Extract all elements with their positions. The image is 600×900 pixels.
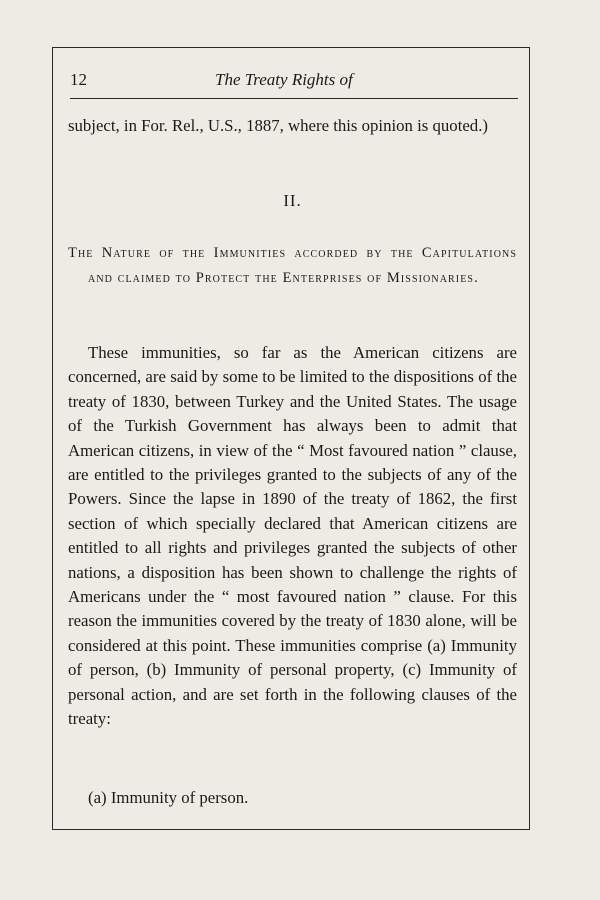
running-head: [70, 70, 518, 94]
continuation-paragraph: subject, in For. Rel., U.S., 1887, where this opinion is quoted.): [68, 116, 488, 135]
running-title: The Treaty Rights of: [215, 70, 353, 89]
section-heading: The Nature of the Immunities accorded by the Capitulations and claimed to Protect the Enterprises of Missionaries.: [68, 245, 517, 286]
header-rule: [70, 98, 518, 99]
page-number: 12: [70, 70, 87, 89]
subsection-line: (a) Immunity of person.: [88, 788, 249, 807]
body-paragraph: These immunities, so far as the American citizens are concerned, are said by some to be limited to the dispositions of the treaty of 1830, between Turkey and the United States. The usage of the Turkish Government has always been to admit that American citizens, in view of the “ Most favoured nation ” clause, are entitled to the privileges granted to the subjects of any of the Powers. Since the lapse in 1890 of the treaty of 1862, the first section of which specially declared that American citizens are entitled to all rights and privileges granted the subjects of other nations, a disposition has been shown to challenge the rights of Americans under the “ most favoured nation ” clause. For this reason the immunities covered by the treaty of 1830 alone, will be considered at this point. These immunities comprise (a) Immunity of person, (b) Immunity of personal property, (c) Immunity of personal action, and are set forth in the following clauses of the treaty:: [68, 343, 517, 729]
section-number: II.: [283, 191, 302, 210]
